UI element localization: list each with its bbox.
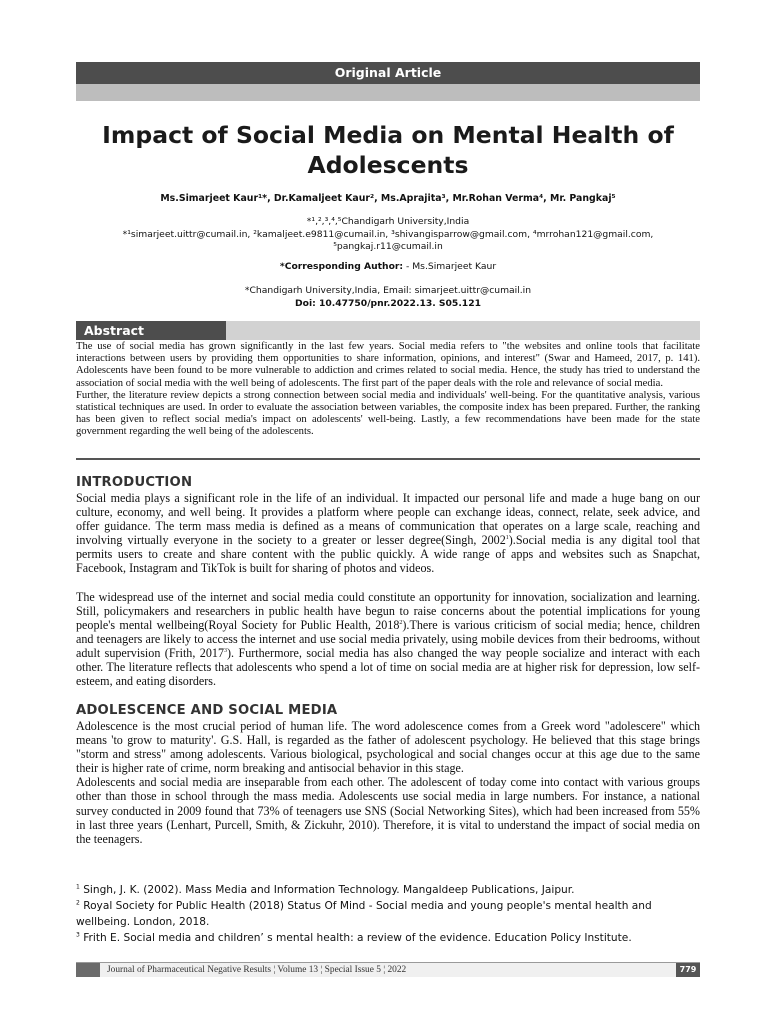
footnote [76, 898, 700, 930]
journal-info: Journal of Pharmaceutical Negative Results ¦ Volume 13 ¦ Special Issue 5 ¦ 2022 [107, 965, 407, 975]
article-type-label: Original Article [334, 65, 442, 80]
article-type-banner [76, 62, 700, 84]
footnote-ref: 1 [505, 535, 509, 542]
abstract-paragraph: The use of social media has grown significantly in the last few years. Social media refers to "the websites and online tools that facilitate interactions between users by providing them opportunities to share information, opinions, and interest" (Swar and Hameed, 2017, p. 141). Adolescents have been found to be more vulnerable to addiction and crimes related to social media. Hence, the study has tried to understand the association of social media with the well being of adolescents. The first part of the paper deals with the role and relevance of social media. [76, 341, 700, 389]
adolescence-paragraph: Adolescents and social media are inseparable from each other. The adolescent of today come into contact with various groups other than those in school through the mass media. Adolescents use social media in large numbers. For instance, a national survey conducted in 2009 found that 73% of teenagers use SNS (Social Networking Sites), which had been increased from 55% in last three years (Lenhart, Purcell, Smith, & Zickuhr, 2010). Therefore, it is vital to understand the impact of social media on the teenagers. [76, 775, 700, 846]
introduction-heading: INTRODUCTION [76, 475, 193, 490]
footnote-number: 1 [76, 883, 80, 891]
page-number: 779 [676, 963, 700, 977]
email-line-1: *¹simarjeet.uittr@cumail.in, ²kamaljeet.e9811@cumail.in, ³shivangisparrow@gmail.com, ⁴mrrohan121@gmail.com, [122, 228, 654, 240]
footnote [76, 930, 700, 946]
footnote-text: Singh, J. K. (2002). Mass Media and Information Technology. Mangaldeep Publications, Jaipur. [79, 884, 575, 896]
intro-text: ).Social media is any digital tool that permits users to create and share content with the public quickly. A wide range of apps and websites such as Snapchat, Facebook, Instagram and TikTok is built for sharing of photos and videos. [76, 533, 700, 576]
intro-paragraph [76, 491, 700, 576]
footnote [76, 882, 700, 898]
correspondence-info [76, 285, 700, 310]
footnote-text: Frith E. Social media and children’ s mental health: a review of the evidence. Education Policy Institute. [79, 932, 632, 944]
footnote-ref: 2 [399, 619, 403, 626]
affiliation-line: *¹,²,³,⁴,⁵Chandigarh University,India [306, 216, 470, 227]
email-line-2: ⁵pangkaj.r11@cumail.in [333, 241, 443, 252]
footer-accent [76, 963, 100, 977]
corresponding-name: - Ms.Simarjeet Kaur [403, 261, 497, 272]
footnotes [76, 882, 700, 946]
adolescence-paragraph: Adolescence is the most crucial period of human life. The word adolescence comes from a Greek word "adolescere" which means 'to grow to maturity'. G.S. Hall, is regarded as the father of adolescent psychology. He believed that this stage brings "storm and stress" among adolescents. Various biological, psychological and social changes occur at this age due to the same their is higher rate of crime, norm breaking and antisocial behavior in this stage. [76, 719, 700, 776]
intro-paragraph [76, 590, 700, 689]
abstract-heading: Abstract [76, 321, 226, 340]
doi: Doi: 10.47750/pnr.2022.13. S05.121 [295, 297, 481, 309]
abstract-body [76, 341, 700, 439]
intro-text: ). Furthermore, social media has also changed the way people socialize and interact with each other. The literature reflects that adolescents who spend a lot of time on social media are at higher risk for depression, low self-esteem, and eating disorders. [76, 645, 701, 689]
author-list: Ms.Simarjeet Kaur¹*, Dr.Kamaljeet Kaur², Ms.Aprajita³, Mr.Rohan Verma⁴, Mr. Pangkaj⁵ [160, 193, 616, 204]
intro-text: Social media plays a significant role in the life of an individual. It impacted our personal life and made a huge bang on our culture, economy, and well being. It provides a platform where people can exchange ideas, connect, relate, seek advice, and offer guidance. The term mass media is defined as a means of communication that operates on a large scale, reaching and involving virtually everyone in the society to a greater or lesser degree(Singh, 2002 [76, 491, 700, 548]
adolescence-body [76, 719, 700, 846]
corresponding-author [76, 261, 700, 272]
intro-text: ).There is various criticism of social media; hence, children and teenagers are likely to access the internet and use social media privately, using mobile devices from their bedrooms, without adult supervision (Frith, 2017 [76, 617, 700, 660]
footnote-number: 3 [76, 931, 80, 939]
abstract-divider [76, 458, 700, 460]
corresponding-address: *Chandigarh University,India, Email: simarjeet.uittr@cumail.in [244, 285, 532, 296]
page-footer [76, 962, 700, 977]
intro-text: The widespread use of the internet and social media could constitute an opportunity for innovation, socialization and learning. Still, policymakers and researchers in public health have begun to raise concerns about the potential implications for young people's mental wellbeing(Royal Society for Public Health, 2018 [76, 589, 700, 632]
corresponding-label: *Corresponding Author: [279, 261, 404, 272]
footnote-number: 2 [76, 899, 80, 907]
adolescence-heading: ADOLESCENCE AND SOCIAL MEDIA [76, 703, 338, 718]
introduction-body [76, 491, 700, 688]
footnote-ref: 3 [224, 647, 227, 654]
paper-title: Impact of Social Media on Mental Health of Adolescents [102, 121, 674, 179]
abstract-header-bar [76, 321, 700, 340]
affiliations [76, 216, 700, 254]
footnote-text: Royal Society for Public Health (2018) Status Of Mind - Social media and young people's mental health and wellbeing. London, 2018. [76, 900, 652, 928]
abstract-paragraph: Further, the literature review depicts a strong connection between social media and individuals' well-being. For the quantitative analysis, various statistical techniques are used. In order to evaluate the association between variables, the composite index has been prepared. Further, the ranking has been given to reflect social media's impact on adolescents' well-being. Lastly, a few recommendations have been made for the state government regarding the well being of the adolescents. [76, 389, 700, 438]
banner-band [76, 84, 700, 101]
